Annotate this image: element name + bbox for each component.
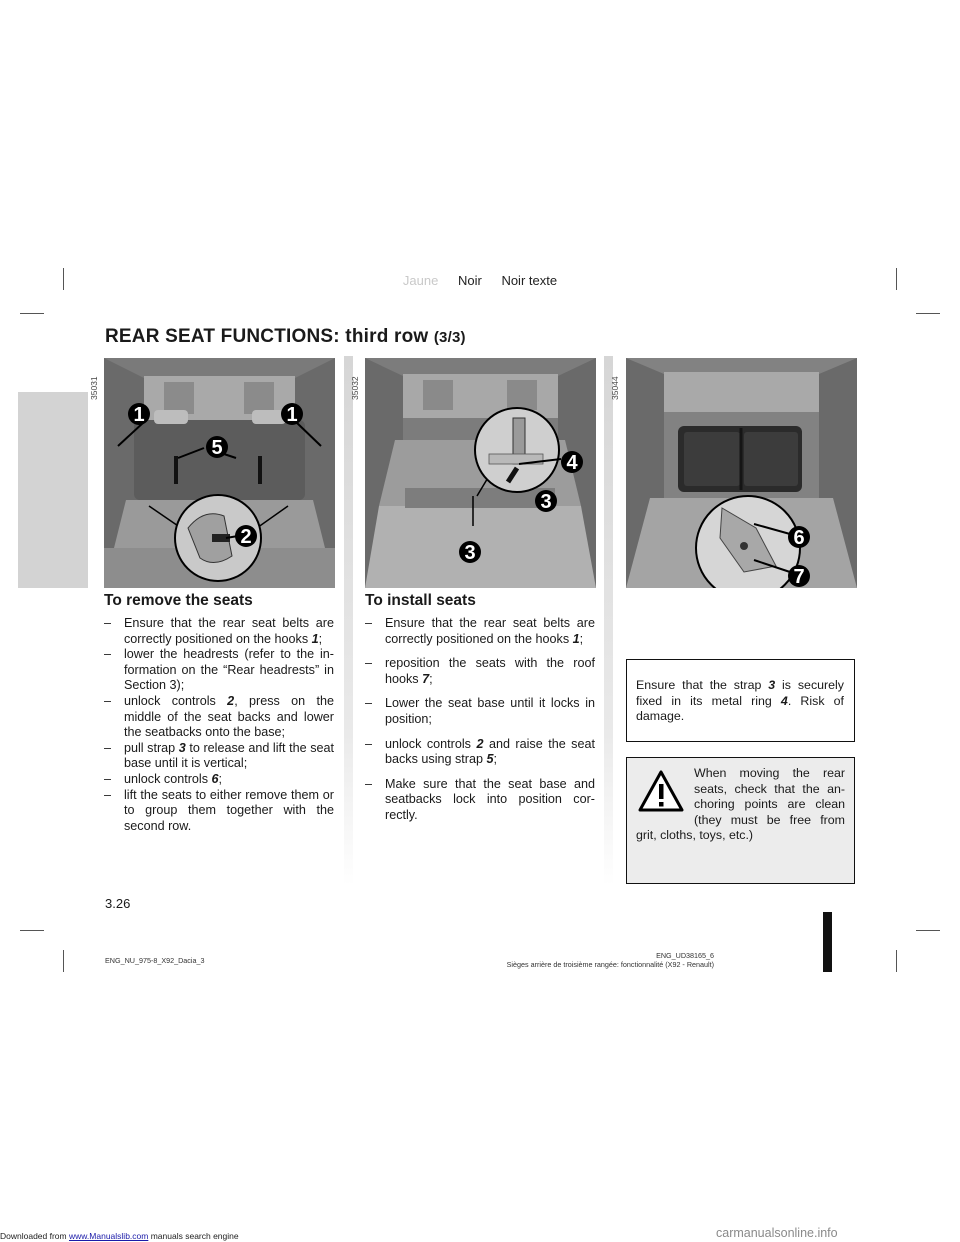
section-side-tab bbox=[18, 392, 88, 588]
list-item: – Ensure that the rear seat belts are correctly positioned on the hooks 1; bbox=[104, 616, 334, 647]
list-item: – pull strap 3 to release and lift the seat base until it is vertical; bbox=[104, 741, 334, 772]
tag-noir: Noir bbox=[457, 273, 482, 288]
column-divider bbox=[344, 356, 353, 886]
footer-right-code: ENG_UD38165_6 bbox=[656, 951, 714, 960]
crop-mark bbox=[916, 313, 940, 314]
page-title-main: REAR SEAT FUNCTIONS: third row bbox=[105, 326, 429, 347]
callout-4: 4 bbox=[566, 452, 578, 474]
warning-text: When moving the rear seats, check that the an-choring points are clean (they must be free from grit, cloths, toys, etc.) bbox=[636, 766, 845, 843]
column-divider bbox=[604, 356, 613, 886]
crop-mark bbox=[63, 950, 64, 972]
crop-mark bbox=[20, 930, 44, 931]
page-number: 3.26 bbox=[105, 896, 131, 911]
photo-install-seats bbox=[365, 358, 596, 588]
page-edge-bar bbox=[823, 912, 832, 972]
footer-left-code: ENG_NU_975-8_X92_Dacia_3 bbox=[105, 956, 205, 965]
remove-seats-heading: To remove the seats bbox=[104, 592, 253, 609]
warning-box bbox=[626, 757, 855, 884]
strap-note-box: Ensure that the strap 3 is securely fixed in its metal ring 4. Risk of damage. bbox=[626, 659, 855, 742]
footer-right-description: Sièges arrière de troisième rangée: fonctionnalité (X92 - Renault) bbox=[506, 960, 714, 969]
list-item: – Lower the seat base until it locks in position; bbox=[365, 696, 595, 727]
callout-6: 6 bbox=[793, 527, 805, 549]
callout-1-right: 1 bbox=[286, 404, 298, 426]
crop-mark bbox=[20, 313, 44, 314]
install-seats-steps bbox=[365, 616, 595, 833]
list-item: – Ensure that the rear seat belts are correctly positioned on the hooks 1; bbox=[365, 616, 595, 647]
callout-5: 5 bbox=[211, 437, 223, 459]
download-header: Downloaded from www.Manualslib.com manuals search engine bbox=[0, 1231, 239, 1241]
tag-noir-texte: Noir texte bbox=[501, 273, 558, 288]
photo-seat-hooks bbox=[626, 358, 857, 588]
warning-triangle-icon bbox=[638, 770, 684, 812]
list-item: – Make sure that the seat base and seatbacks lock into position cor-rectly. bbox=[365, 777, 595, 824]
photo-remove-seats bbox=[104, 358, 335, 588]
list-item: – unlock controls 6; bbox=[104, 772, 334, 788]
tag-jaune: Jaune bbox=[402, 273, 439, 288]
callout-3-lower: 3 bbox=[464, 542, 476, 564]
watermark-brand: carmanualsonline.info bbox=[716, 1226, 838, 1240]
footer-right bbox=[470, 951, 714, 969]
crop-mark bbox=[916, 930, 940, 931]
page-title bbox=[105, 326, 466, 348]
list-item: – reposition the seats with the roof hooks 7; bbox=[365, 656, 595, 687]
page-title-suffix: (3/3) bbox=[433, 329, 466, 346]
callout-3-upper: 3 bbox=[540, 491, 552, 513]
list-item: – lower the headrests (refer to the in-formation on the “Rear headrests” in Section 3); bbox=[104, 647, 334, 694]
crop-mark bbox=[896, 950, 897, 972]
photo-id: 35031 bbox=[89, 376, 99, 400]
photo-id: 35032 bbox=[350, 376, 360, 400]
list-item: – unlock controls 2, press on the middle of the seat backs and lower the seatbacks onto the base; bbox=[104, 694, 334, 741]
photo-id: 35044 bbox=[610, 376, 620, 400]
manualslib-link[interactable]: www.Manualslib.com bbox=[68, 1231, 149, 1241]
callout-7: 7 bbox=[793, 566, 805, 588]
callout-2: 2 bbox=[240, 526, 252, 548]
color-separation-tags bbox=[0, 273, 960, 288]
remove-seats-steps bbox=[104, 616, 334, 834]
install-seats-heading: To install seats bbox=[365, 592, 476, 609]
list-item: – unlock controls 2 and raise the seat backs using strap 5; bbox=[365, 737, 595, 768]
callout-1-left: 1 bbox=[133, 404, 145, 426]
list-item: – lift the seats to either remove them or to group them together with the second row. bbox=[104, 788, 334, 835]
